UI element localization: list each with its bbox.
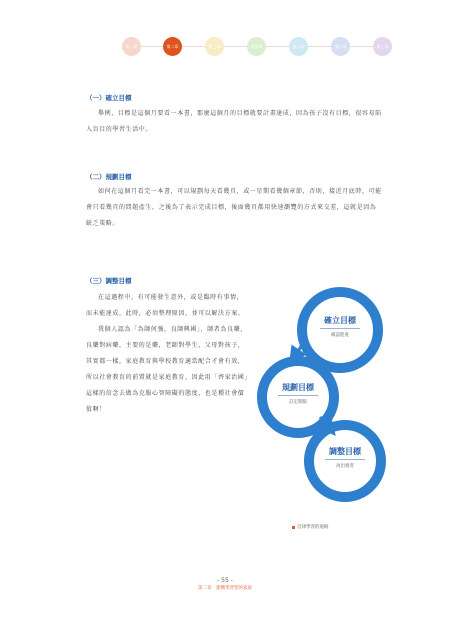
diagram-caption (292, 524, 329, 530)
chapter-dot-2[interactable]: 第二章 (163, 37, 182, 56)
chapter-navigation (122, 37, 392, 57)
section-body-3 (86, 290, 248, 418)
chapter-dot-4[interactable]: 第四章 (247, 37, 266, 56)
chapter-dot-3[interactable]: 第三章 (205, 37, 224, 56)
section-3-paragraph-1: 在這過程中，有可能發生意外，或是臨時有事情，而未能達成，此時，必須整理原因，並可以解決方案。 (86, 294, 245, 317)
step-3-divider (325, 459, 365, 460)
chapter-dot-7[interactable]: 第七章 (373, 37, 392, 56)
section-1-paragraph-1: 舉例，目標是這個月要看一本書，那麼這個月的目標就要計畫達成，因為孩子沒有目標，很容易陷入盲目的學習生活中。 (86, 110, 382, 133)
arrow-establish-to-plan (294, 345, 302, 357)
ring-establish (302, 292, 378, 368)
section-body-1 (86, 106, 382, 138)
ring-adjust (309, 425, 381, 497)
page-number: - 55 - (217, 577, 233, 584)
section-heading-2: （二）規劃目標 (86, 173, 132, 181)
step-2-divider (278, 395, 318, 396)
step-1-subtitle: 確認進度 (331, 333, 349, 338)
section-2-paragraph-1: 如何在這個月看完一本書，可以規劃每天看幾頁，或一星期看幾個章節，否則，接近月底時，可能會只看幾頁的問題產生，之後為了表示完成目標，後面幾頁都用快速瀏覽的方式來交差，這就是因為缺乏策略。 (86, 188, 382, 227)
goal-cycle-diagram (240, 283, 405, 513)
step-2-subtitle: 訂定期限 (289, 400, 307, 405)
chapter-dot-1[interactable]: 第一章 (122, 37, 141, 56)
step-3-title: 調整目標 (329, 447, 361, 456)
step-1-divider (320, 328, 360, 329)
step-1-title: 確立目標 (324, 316, 356, 325)
footer-chapter-label: 第二章 建構學習型的家庭 (198, 586, 252, 591)
caption-bullet-icon (292, 526, 295, 529)
step-3-subtitle: 再出發者 (336, 464, 354, 469)
section-heading-1: （一）確立目標 (86, 94, 132, 102)
diagram-caption-text: 自律學習的迴路 (297, 525, 329, 530)
step-2-title: 規劃目標 (282, 383, 314, 392)
section-body-2 (86, 184, 382, 232)
section-3-paragraph-2: 我個人認為「為師何強，良師興國」，師者為良藥，良藥對病藥，主要的是藥，老師對學生，父母對孩子，其實都一樣，家庭教育與學校教育適當配合才會有效，所以社會教育的前置就是家庭教育，因此用「齊家治國」這樣的信念去做為克服心智障礙的態度，也是種社會價值啊！ (86, 326, 249, 413)
chapter-dot-5[interactable]: 第五章 (289, 37, 308, 56)
section-heading-3: （三）調整目標 (86, 277, 132, 285)
chapter-dot-6[interactable]: 第六章 (331, 37, 350, 56)
